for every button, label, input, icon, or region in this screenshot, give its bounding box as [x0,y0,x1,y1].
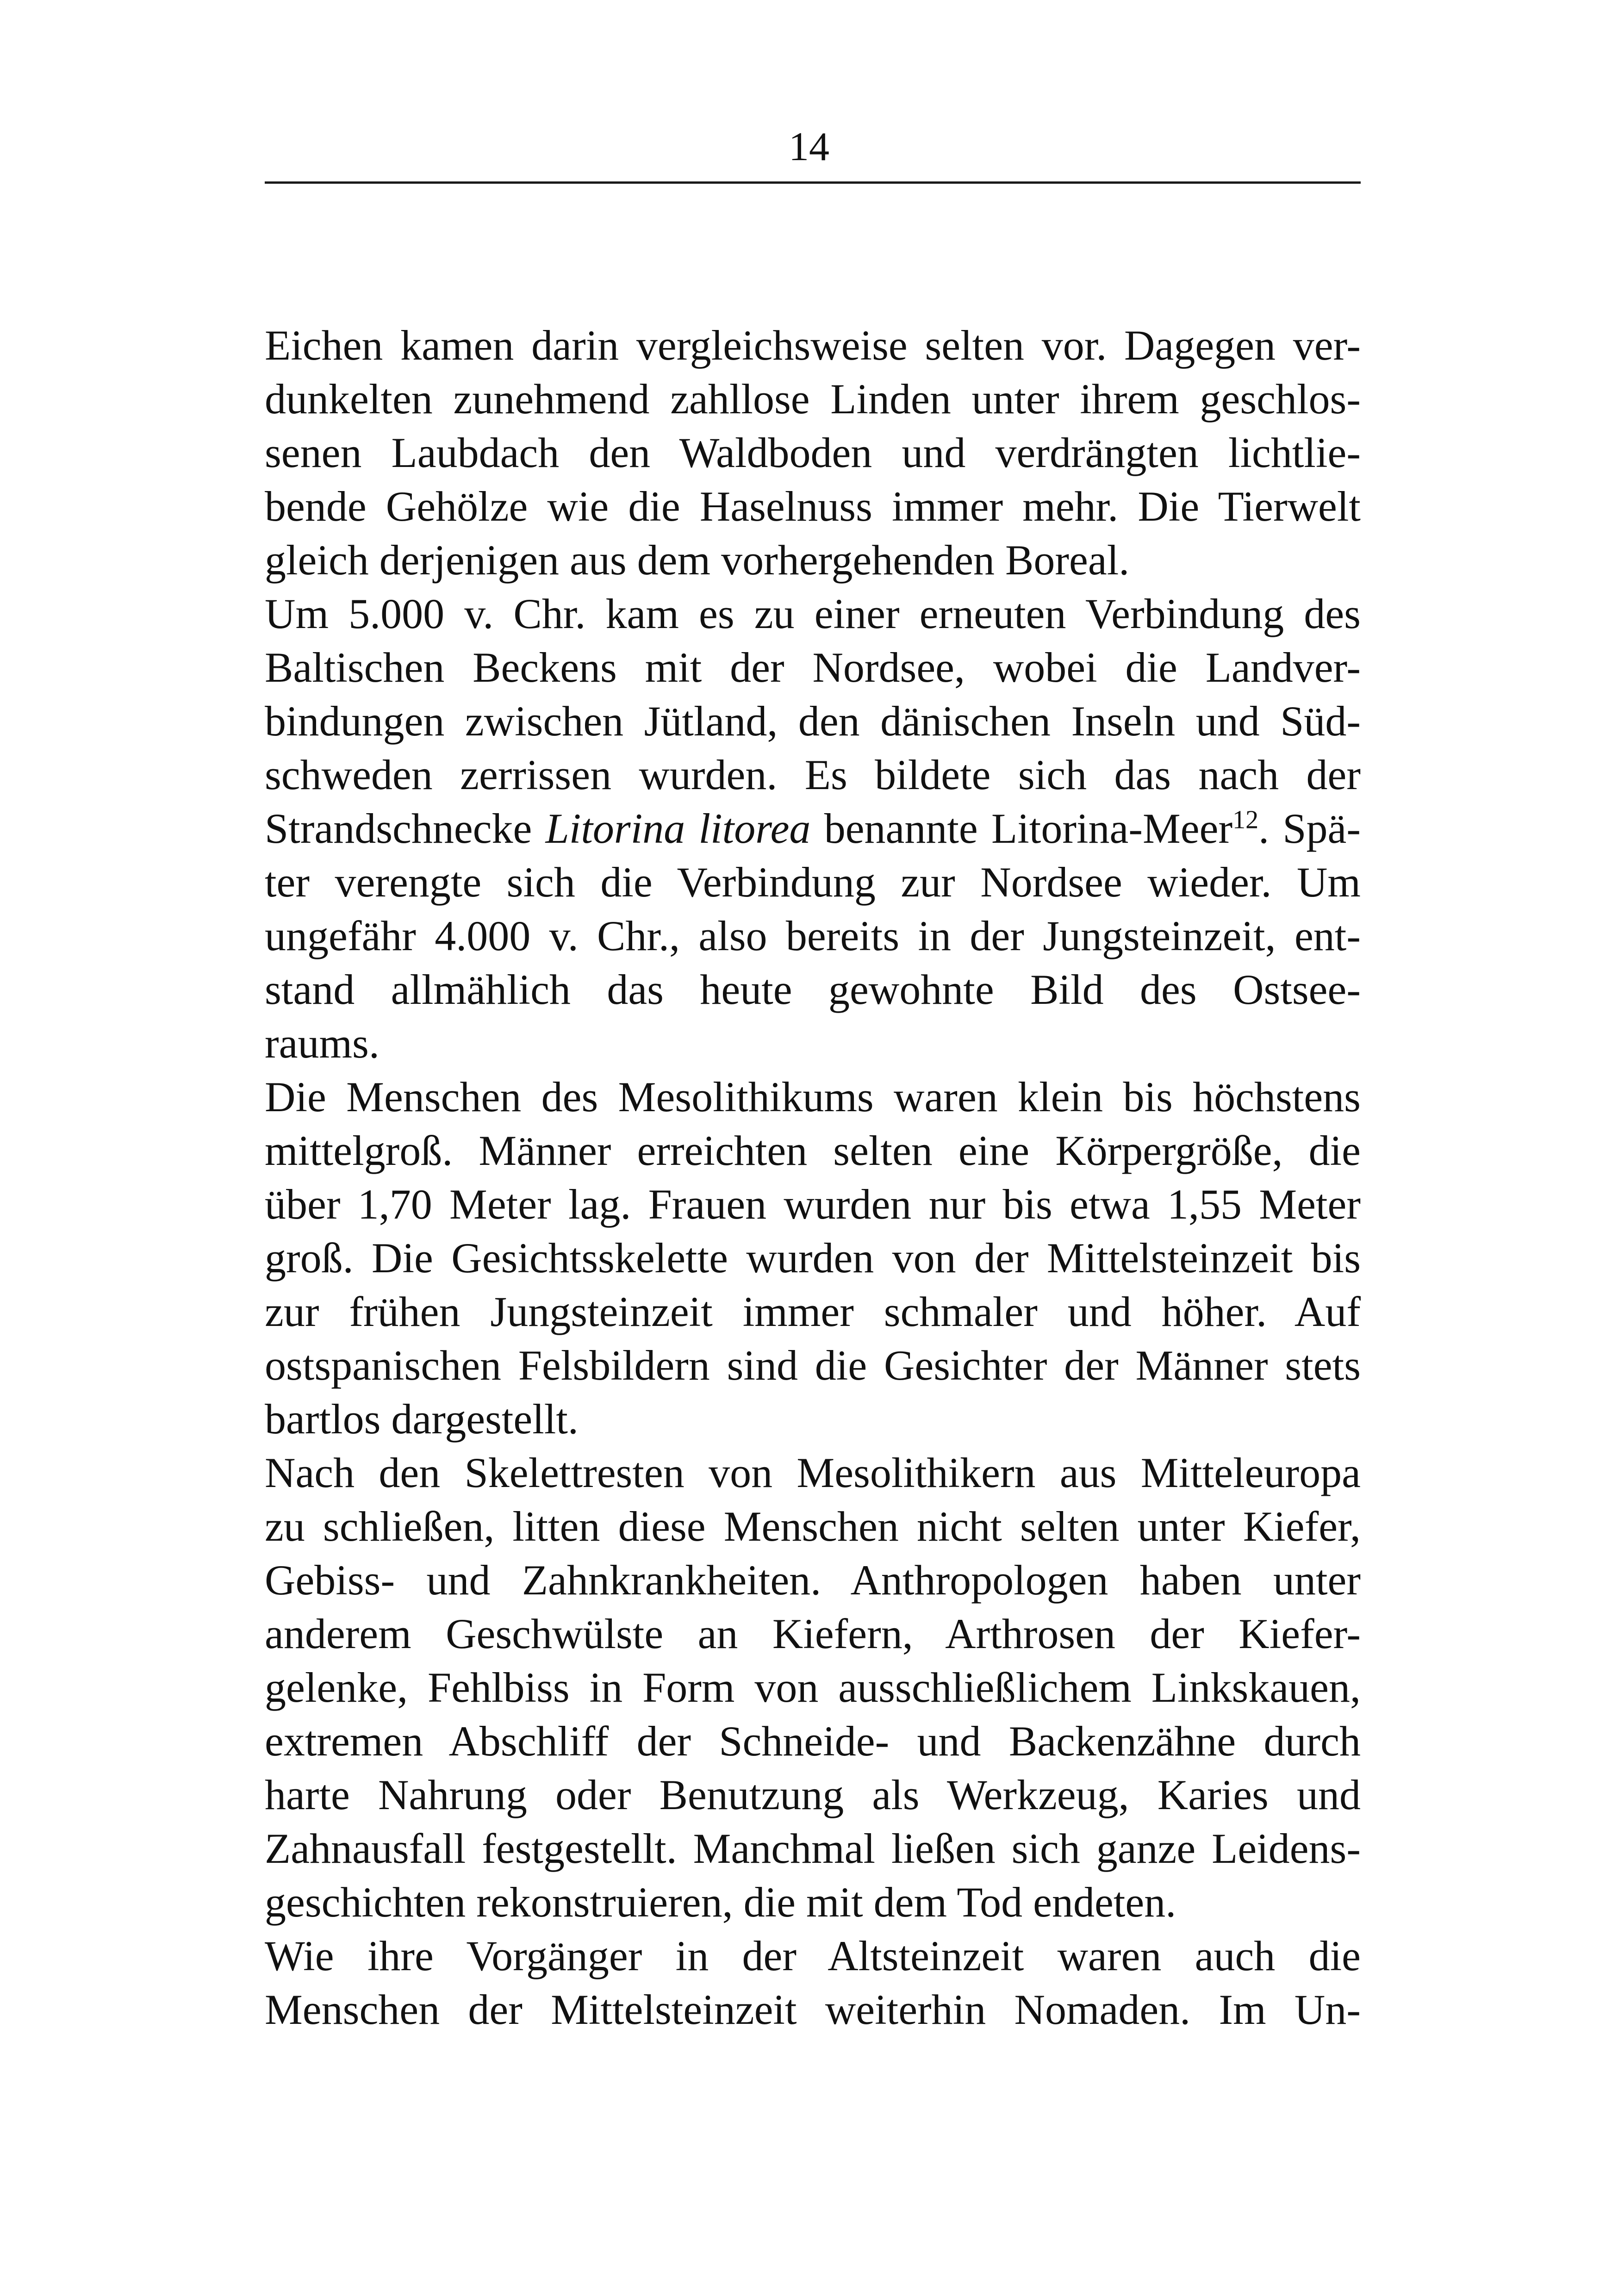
text-line: bindungen zwischen Jütland, den dänischen Inseln und Süd- [265,697,1361,745]
text-line-with-species-name [265,802,1361,855]
text-line: bende Gehölze wie die Haselnuss immer mehr. Die Tierwelt [265,483,1361,530]
text-line: extremen Abschliff der Schneide- und Backenzähne durch [265,1717,1361,1765]
text-segment: benannte Litorina-Meer [810,805,1233,852]
text-line: Menschen der Mittelsteinzeit weiterhin Nomaden. Im Un- [265,1986,1361,2033]
text-line: Die Menschen des Mesolithikums waren klein bis höchstens [265,1073,1361,1120]
text-line: ungefähr 4.000 v. Chr., also bereits in der Jungsteinzeit, ent- [265,912,1361,959]
text-line: senen Laubdach den Waldboden und verdrängten lichtlie- [265,429,1361,476]
text-line: raums. [265,1020,380,1067]
text-line: Zahnausfall festgestellt. Manchmal ließen sich ganze Leidens- [265,1825,1361,1872]
header-rule [265,181,1361,184]
text-line: über 1,70 Meter lag. Frauen wurden nur bis etwa 1,55 Meter [265,1181,1361,1228]
text-line: Nach den Skelettresten von Mesolithikern aus Mitteleuropa [265,1449,1361,1496]
page-number: 14 [789,124,829,169]
text-line: harte Nahrung oder Benutzung als Werkzeug, Karies und [265,1771,1361,1818]
text-segment: . Spä- [1258,805,1361,852]
text-segment: Strandschnecke [265,805,546,852]
text-line: Eichen kamen darin vergleichsweise selten vor. Dagegen ver- [265,322,1361,369]
text-line: gelenke, Fehlbiss in Form von ausschließlichem Linkskauen, [265,1664,1361,1711]
text-line: zu schließen, litten diese Menschen nicht selten unter Kiefer, [265,1503,1361,1550]
text-line: mittelgroß. Männer erreichten selten eine Körpergröße, die [265,1127,1361,1174]
text-line: geschichten rekonstruieren, die mit dem Tod endeten. [265,1879,1176,1926]
text-line: Um 5.000 v. Chr. kam es zu einer erneuten Verbindung des [265,590,1361,637]
text-line: bartlos dargestellt. [265,1395,579,1443]
text-line: ter verengte sich die Verbindung zur Nordsee wieder. Um [265,859,1361,906]
text-line: Baltischen Beckens mit der Nordsee, wobei die Landver- [265,644,1361,691]
text-line: dunkelten zunehmend zahllose Linden unter ihrem geschlos- [265,375,1361,423]
species-name: Litorina litorea [545,805,811,852]
text-line: ostspanischen Felsbildern sind die Gesichter der Männer stets [265,1342,1361,1389]
text-line: schweden zerrissen wurden. Es bildete sich das nach der [265,751,1361,798]
text-line: gleich derjenigen aus dem vorhergehenden Boreal. [265,536,1130,584]
footnote-reference[interactable]: 12 [1232,805,1259,834]
text-line: Wie ihre Vorgänger in der Altsteinzeit waren auch die [265,1932,1361,1979]
text-line: groß. Die Gesichtsskelette wurden von der Mittelsteinzeit bis [265,1234,1361,1282]
text-line: zur frühen Jungsteinzeit immer schmaler und höher. Auf [265,1288,1361,1335]
text-line: anderem Geschwülste an Kiefern, Arthrosen der Kiefer- [265,1610,1361,1657]
body-text [265,318,1361,2036]
text-line: stand allmählich das heute gewohnte Bild des Ostsee- [265,966,1361,1013]
text-line: Gebiss- und Zahnkrankheiten. Anthropologen haben unter [265,1556,1361,1604]
